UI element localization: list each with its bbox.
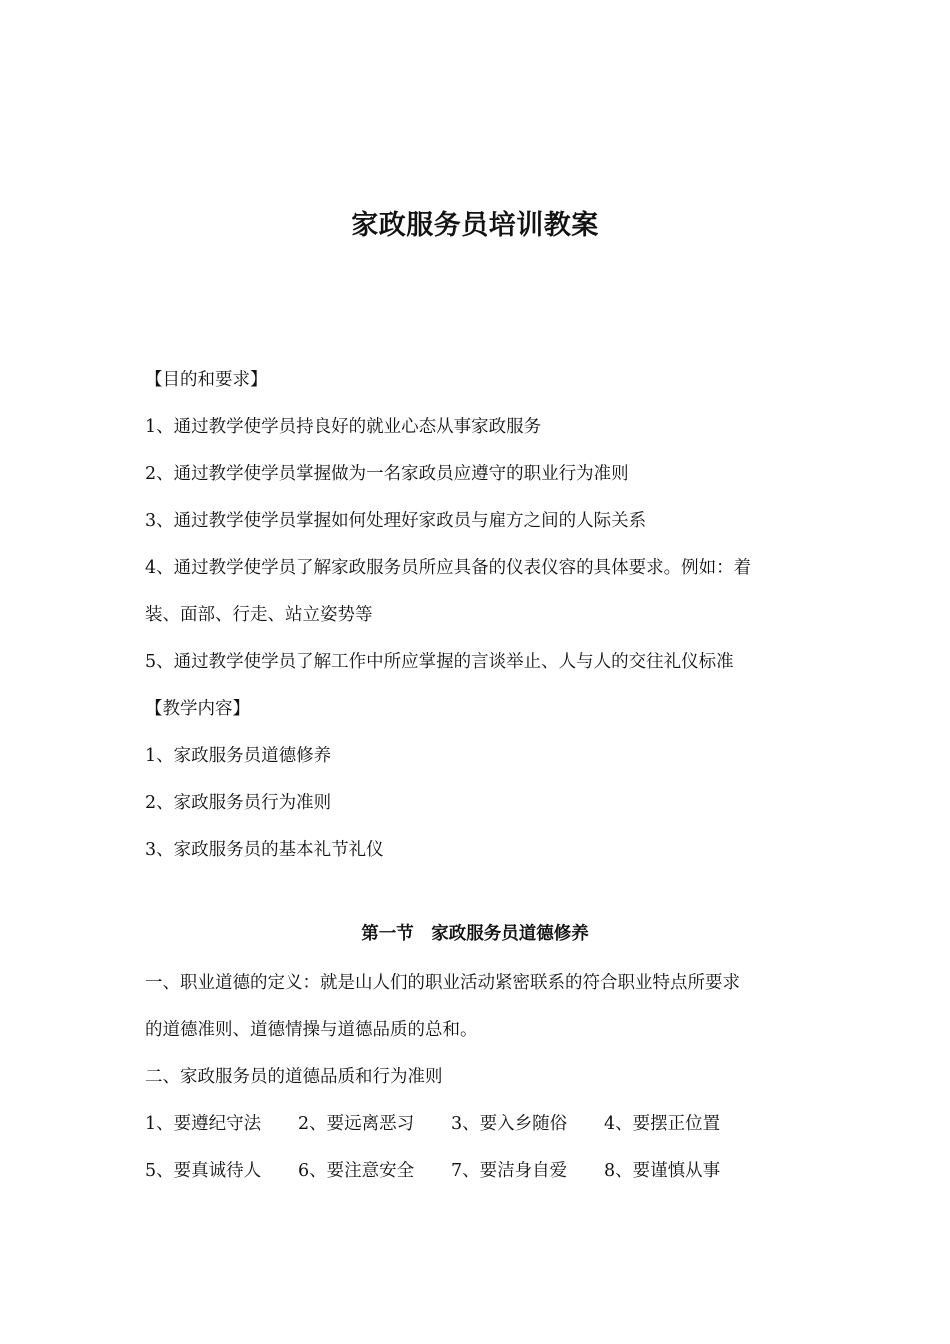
section-body — [145, 960, 820, 1195]
content-item: 2、家政服务员行为准则 — [145, 793, 332, 813]
content-item: 1、家政服务员道德修养 — [145, 746, 332, 766]
principle-item: 8、要谨慎从事 — [604, 1161, 721, 1181]
subheading: 二、家政服务员的道德品质和行为准则 — [145, 1067, 443, 1087]
goals-and-content-block — [145, 357, 820, 874]
goal-item: 3、通过教学使学员掌握如何处理好家政员与雇方之间的人际关系 — [145, 511, 647, 531]
goal-item-continuation: 装、面部、行走、站立姿势等 — [145, 605, 373, 625]
principles-row — [145, 1148, 820, 1195]
principles-row — [145, 1101, 820, 1148]
goal-item: 5、通过教学使学员了解工作中所应掌握的言谈举止、人与人的交往礼仪标准 — [145, 652, 734, 672]
content-heading: 【教学内容】 — [145, 699, 250, 719]
content-item: 3、家政服务员的基本礼节礼仪 — [145, 840, 384, 860]
principle-item: 2、要远离恶习 — [298, 1114, 415, 1134]
principle-item: 1、要遵纪守法 — [145, 1114, 262, 1134]
principle-item: 5、要真诚待人 — [145, 1161, 262, 1181]
goal-item: 1、通过教学使学员持良好的就业心态从事家政服务 — [145, 417, 542, 437]
definition-line: 的道德准则、道德情操与道德品质的总和。 — [145, 1020, 478, 1040]
definition-line: 一、职业道德的定义：就是山人们的职业活动紧密联系的符合职业特点所要求 — [145, 973, 740, 993]
goal-item: 2、通过教学使学员掌握做为一名家政员应遵守的职业行为准则 — [145, 464, 629, 484]
principle-item: 4、要摆正位置 — [604, 1114, 721, 1134]
document-title: 家政服务员培训教案 — [351, 210, 599, 241]
goal-item: 4、通过教学使学员了解家政服务员所应具备的仪表仪容的具体要求。例如：着 — [145, 558, 752, 578]
principle-item: 7、要洁身自爱 — [451, 1161, 568, 1181]
section-title: 第一节 家政服务员道德修养 — [361, 924, 589, 944]
principle-item: 3、要入乡随俗 — [451, 1114, 568, 1134]
goals-heading: 【目的和要求】 — [145, 370, 268, 390]
principle-item: 6、要注意安全 — [298, 1161, 415, 1181]
